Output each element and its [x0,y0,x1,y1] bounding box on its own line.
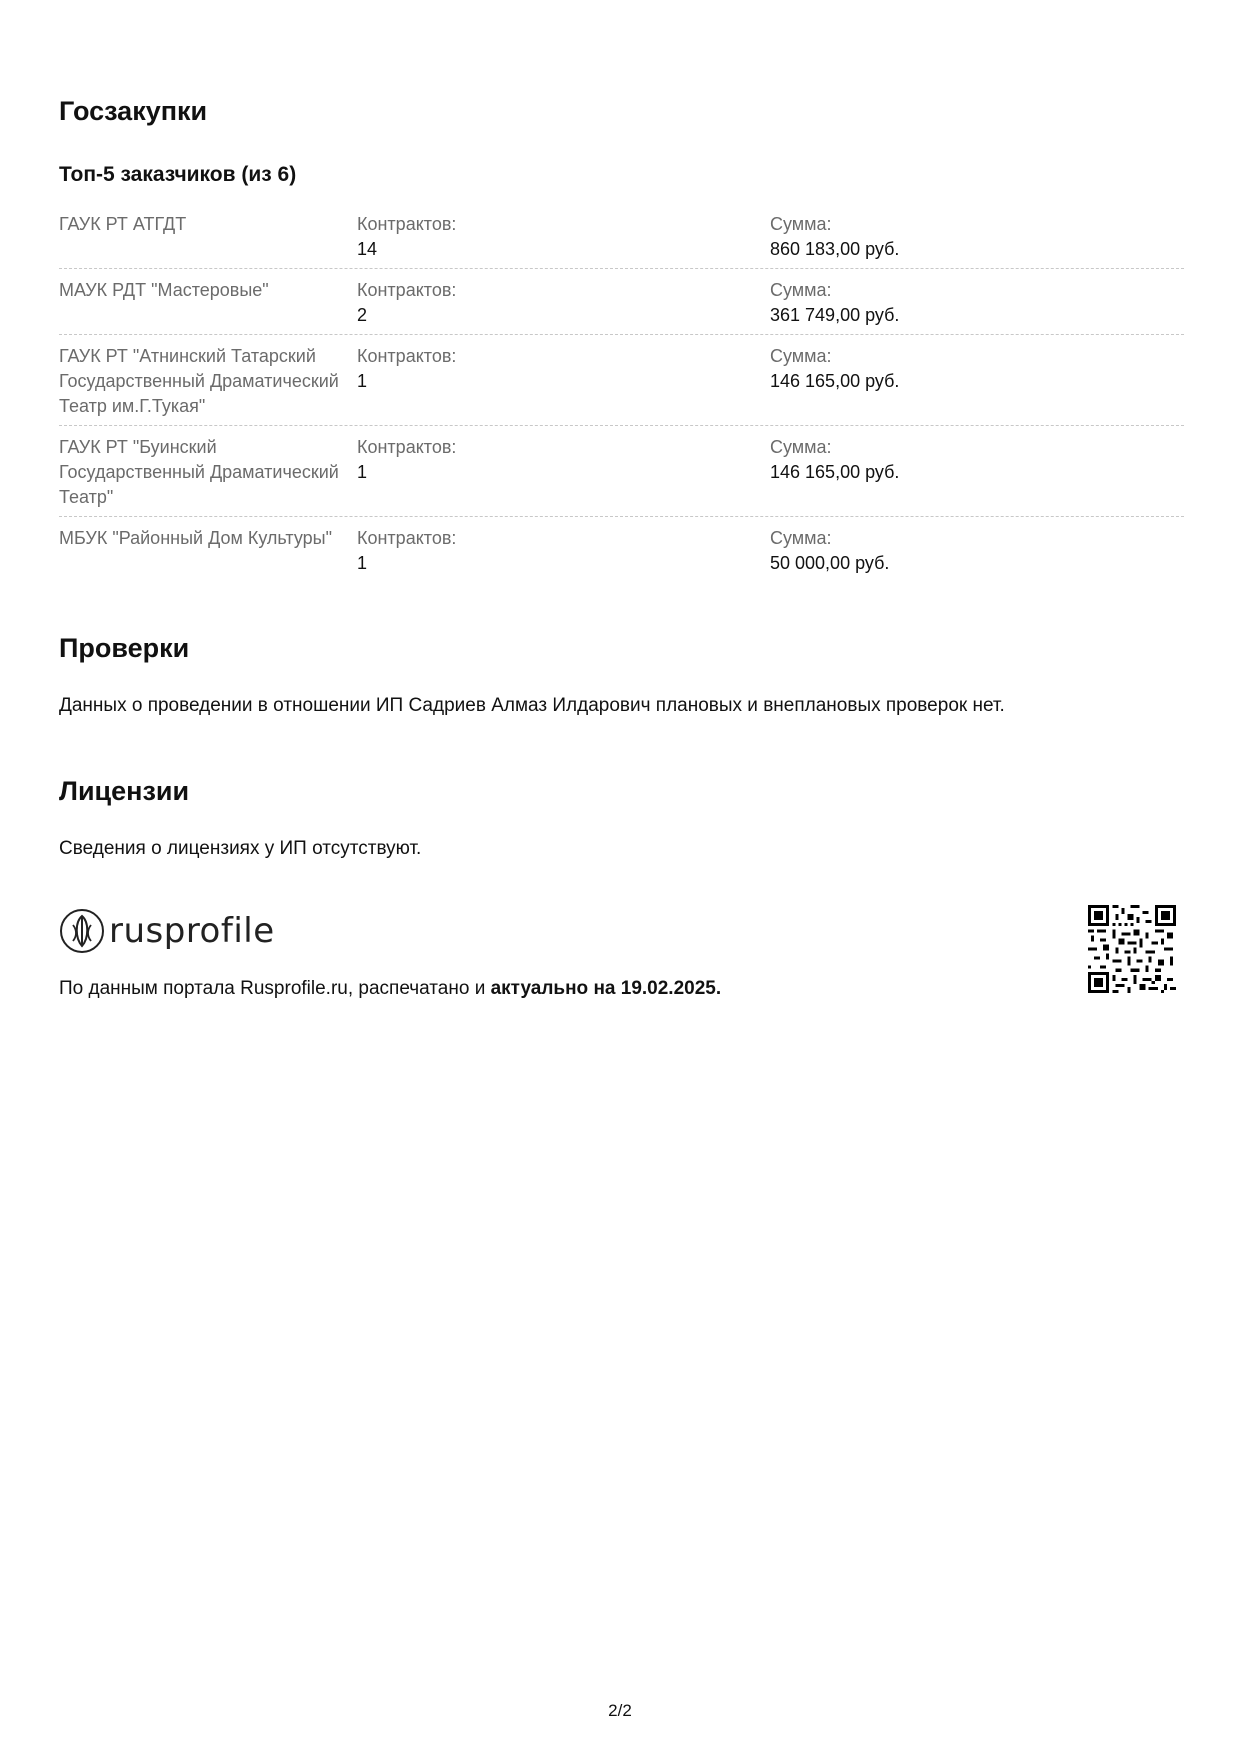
sum-cell [770,526,1184,576]
licenzii-title: Лицензии [59,776,190,806]
customer-row [59,344,1184,426]
sum-value: 361 749,00 руб. [770,305,900,325]
top-customers-title: Топ-5 заказчиков (из 6) [59,163,297,186]
footer-source-line [59,978,721,1000]
customer-row [59,278,1184,335]
sum-cell [770,344,1184,419]
sum-value: 50 000,00 руб. [770,553,890,573]
contracts-cell [357,435,770,510]
sum-value: 146 165,00 руб. [770,462,900,482]
sum-label: Сумма: [770,437,832,457]
contracts-value: 1 [357,371,368,391]
contracts-cell [357,344,770,419]
logo-text: rusprofile [109,911,275,951]
contracts-cell [357,278,770,328]
customer-row [59,526,1184,582]
sum-value: 146 165,00 руб. [770,371,900,391]
footer-source-text: По данным портала Rusprofile.ru, распечатано и [59,978,491,999]
contracts-value: 1 [357,553,368,573]
contracts-value: 1 [357,462,368,482]
proverki-title: Проверки [59,633,190,663]
rusprofile-logo [59,906,275,956]
sum-cell [770,212,1184,262]
contracts-label: Контрактов: [357,280,457,300]
contracts-value: 2 [357,305,368,325]
proverki-text: Данных о проведении в отношении ИП Садриев Алмаз Илдарович плановых и внеплановых проверок нет. [59,695,1005,716]
contracts-cell [357,526,770,576]
customer-name: ГАУК РТ "Буинский Государственный Драматический Театр" [59,437,339,507]
contracts-label: Контрактов: [357,346,457,366]
customer-name: МБУК "Районный Дом Культуры" [59,528,332,548]
contracts-label: Контрактов: [357,528,457,548]
sum-label: Сумма: [770,280,832,300]
contracts-cell [357,212,770,262]
contracts-label: Контрактов: [357,214,457,234]
customers-list [59,212,1184,591]
sum-label: Сумма: [770,528,832,548]
page-number: 2/2 [608,1701,632,1720]
qr-code-icon [1088,905,1176,993]
sum-cell [770,278,1184,328]
customer-name: ГАУК РТ "Атнинский Татарский Государственный Драматический Театр им.Г.Тукая" [59,346,339,416]
goszakupki-title: Госзакупки [59,96,208,126]
customer-row [59,435,1184,517]
rusprofile-logo-icon [59,908,105,954]
sum-value: 860 183,00 руб. [770,239,900,259]
licenzii-text: Сведения о лицензиях у ИП отсутствуют. [59,838,422,859]
customer-name: ГАУК РТ АТГДТ [59,214,187,234]
contracts-label: Контрактов: [357,437,457,457]
contracts-value: 14 [357,239,378,259]
customer-name: МАУК РДТ "Мастеровые" [59,280,269,300]
sum-label: Сумма: [770,214,832,234]
footer-actual-date: актуально на 19.02.2025. [490,978,722,999]
sum-cell [770,435,1184,510]
sum-label: Сумма: [770,346,832,366]
customer-row [59,212,1184,269]
